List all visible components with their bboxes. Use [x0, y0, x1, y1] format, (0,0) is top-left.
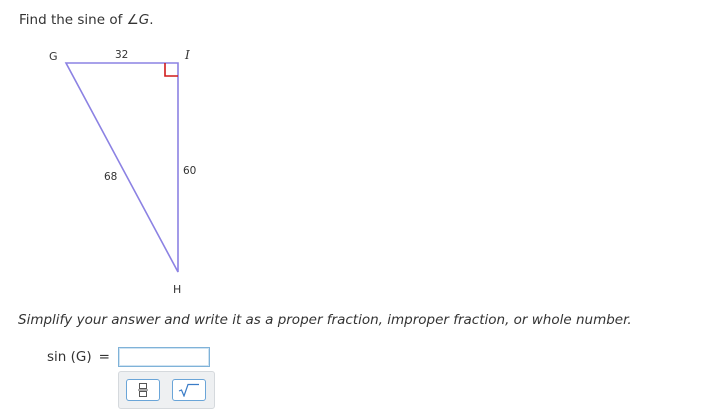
fraction-button[interactable] [126, 379, 160, 401]
side-label-gh: 68 [104, 171, 118, 183]
question-suffix: . [149, 12, 154, 28]
side-label-gi: 32 [115, 49, 129, 61]
vertex-label-h: H [173, 283, 182, 296]
sqrt-button[interactable] [172, 379, 206, 401]
question-prefix: Find the sine of [19, 12, 127, 28]
equals-sign: = [98, 349, 110, 365]
angle-symbol: ∠ [126, 12, 139, 28]
answer-input[interactable] [118, 347, 210, 367]
side-label-ih: 60 [183, 165, 197, 177]
triangle-outline [66, 63, 178, 272]
vertex-label-g: G [49, 50, 58, 63]
answer-label: sin (G) [47, 349, 92, 365]
angle-letter: G [138, 12, 150, 28]
vertex-label-i: I [185, 48, 190, 62]
right-angle-marker [165, 63, 178, 76]
answer-row [47, 346, 210, 368]
fraction-template-icon [137, 382, 149, 398]
square-root-icon [178, 383, 200, 397]
math-toolbar [118, 371, 215, 409]
instruction-text: Simplify your answer and write it as a proper fraction, improper fraction, or whole number. [18, 312, 632, 328]
